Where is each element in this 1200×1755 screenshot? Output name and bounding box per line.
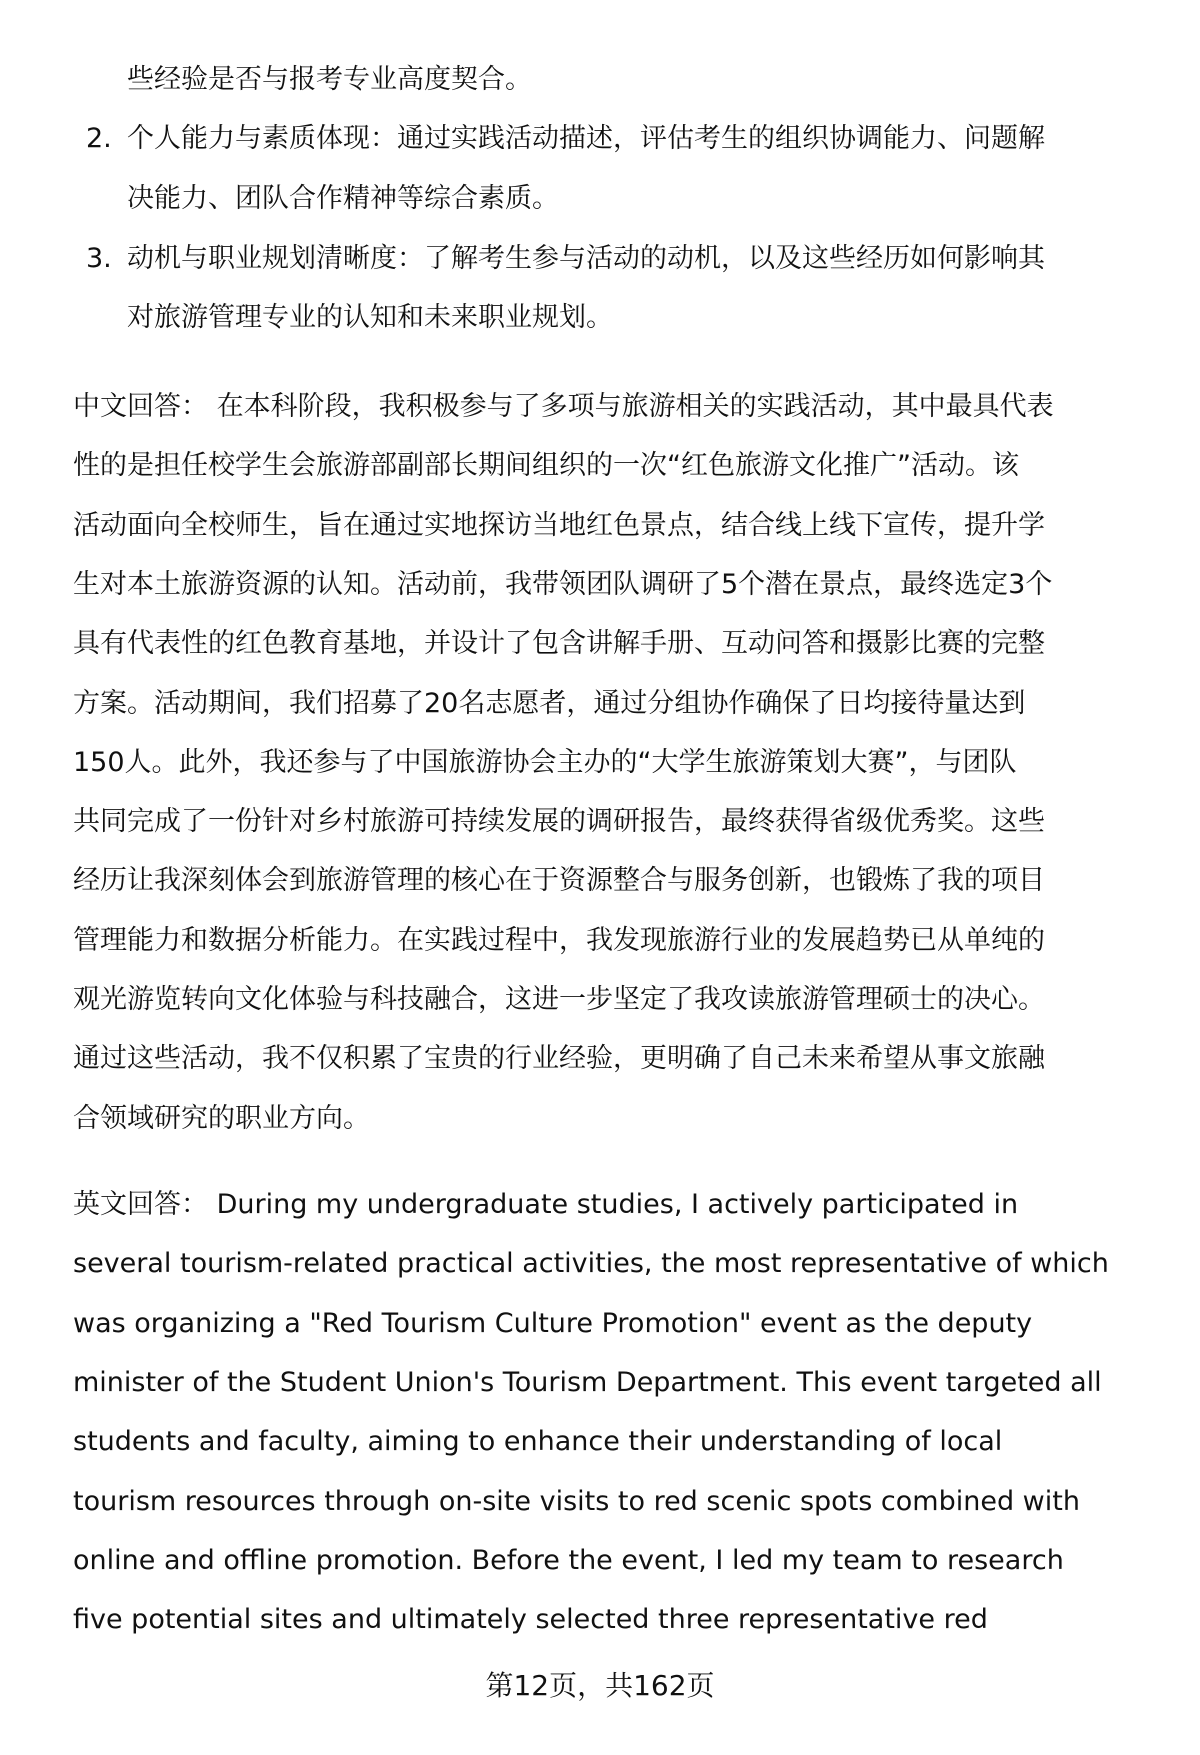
list-item-line: 决能力、团队合作精神等综合素质。 xyxy=(127,183,559,214)
paragraph-line: 共同完成了一份针对乡村旅游可持续发展的调研报告，最终获得省级优秀奖。这些 xyxy=(73,806,1045,838)
list-item-line: 对旅游管理专业的认知和未来职业规划。 xyxy=(127,302,613,333)
paragraph-line: 经历让我深刻体会到旅游管理的核心在于资源整合与服务创新，也锻炼了我的项目 xyxy=(73,865,1045,897)
paragraph-line: several tourism-related practical activities, the most representative of which xyxy=(73,1248,1109,1280)
list-item-continuation: 些经验是否与报考专业高度契合。 xyxy=(127,64,532,95)
list-number: 3. xyxy=(86,243,112,274)
paragraph-line: 通过这些活动，我不仅积累了宝贵的行业经验，更明确了自己未来希望从事文旅融 xyxy=(73,1043,1045,1075)
page-number: 第12页，共162页 xyxy=(485,1669,715,1702)
paragraph-line: 中文回答： 在本科阶段，我积极参与了多项与旅游相关的实践活动，其中最具代表 xyxy=(73,391,1054,422)
paragraph-line: 合领域研究的职业方向。 xyxy=(73,1102,370,1134)
paragraph-line: 性的是担任校学生会旅游部副部长期间组织的一次“红色旅游文化推广”活动。该 xyxy=(73,450,1019,482)
paragraph-line: 具有代表性的红色教育基地，并设计了包含讲解手册、互动问答和摄影比赛的完整 xyxy=(73,628,1045,660)
paragraph-line: online and offline promotion. Before the event, I led my team to research xyxy=(73,1544,1064,1576)
paragraph-line: minister of the Student Union's Tourism Department. This event targeted all xyxy=(73,1366,1102,1398)
paragraph-line: 管理能力和数据分析能力。在实践过程中，我发现旅游行业的发展趋势已从单纯的 xyxy=(73,924,1045,956)
paragraph-line: 观光游览转向文化体验与科技融合，这进一步坚定了我攻读旅游管理硕士的决心。 xyxy=(73,984,1045,1015)
paragraph-line: 英文回答： During my undergraduate studies, I actively participated in xyxy=(73,1189,1019,1220)
paragraph-line: 生对本土旅游资源的认知。活动前，我带领团队调研了5个潜在景点，最终选定3个 xyxy=(73,568,1053,600)
paragraph-line: tourism resources through on-site visits to red scenic spots combined with xyxy=(73,1485,1080,1517)
list-item-line: 个人能力与素质体现：通过实践活动描述，评估考生的组织协调能力、问题解 xyxy=(127,123,1045,154)
paragraph-line: students and faculty, aiming to enhance their understanding of local xyxy=(73,1426,1003,1458)
paragraph-line: 150人。此外，我还参与了中国旅游协会主办的“大学生旅游策划大赛”，与团队 xyxy=(73,746,1017,778)
paragraph-line: 方案。活动期间，我们招募了20名志愿者，通过分组协作确保了日均接待量达到 xyxy=(73,687,1026,719)
paragraph-line: 活动面向全校师生，旨在通过实地探访当地红色景点，结合线上线下宣传，提升学 xyxy=(73,509,1045,541)
list-number: 2. xyxy=(86,123,112,154)
list-item-line: 动机与职业规划清晰度：了解考生参与活动的动机，以及这些经历如何影响其 xyxy=(127,243,1045,274)
paragraph-line: five potential sites and ultimately selected three representative red xyxy=(73,1604,988,1636)
paragraph-line: was organizing a "Red Tourism Culture Promotion" event as the deputy xyxy=(73,1307,1033,1339)
